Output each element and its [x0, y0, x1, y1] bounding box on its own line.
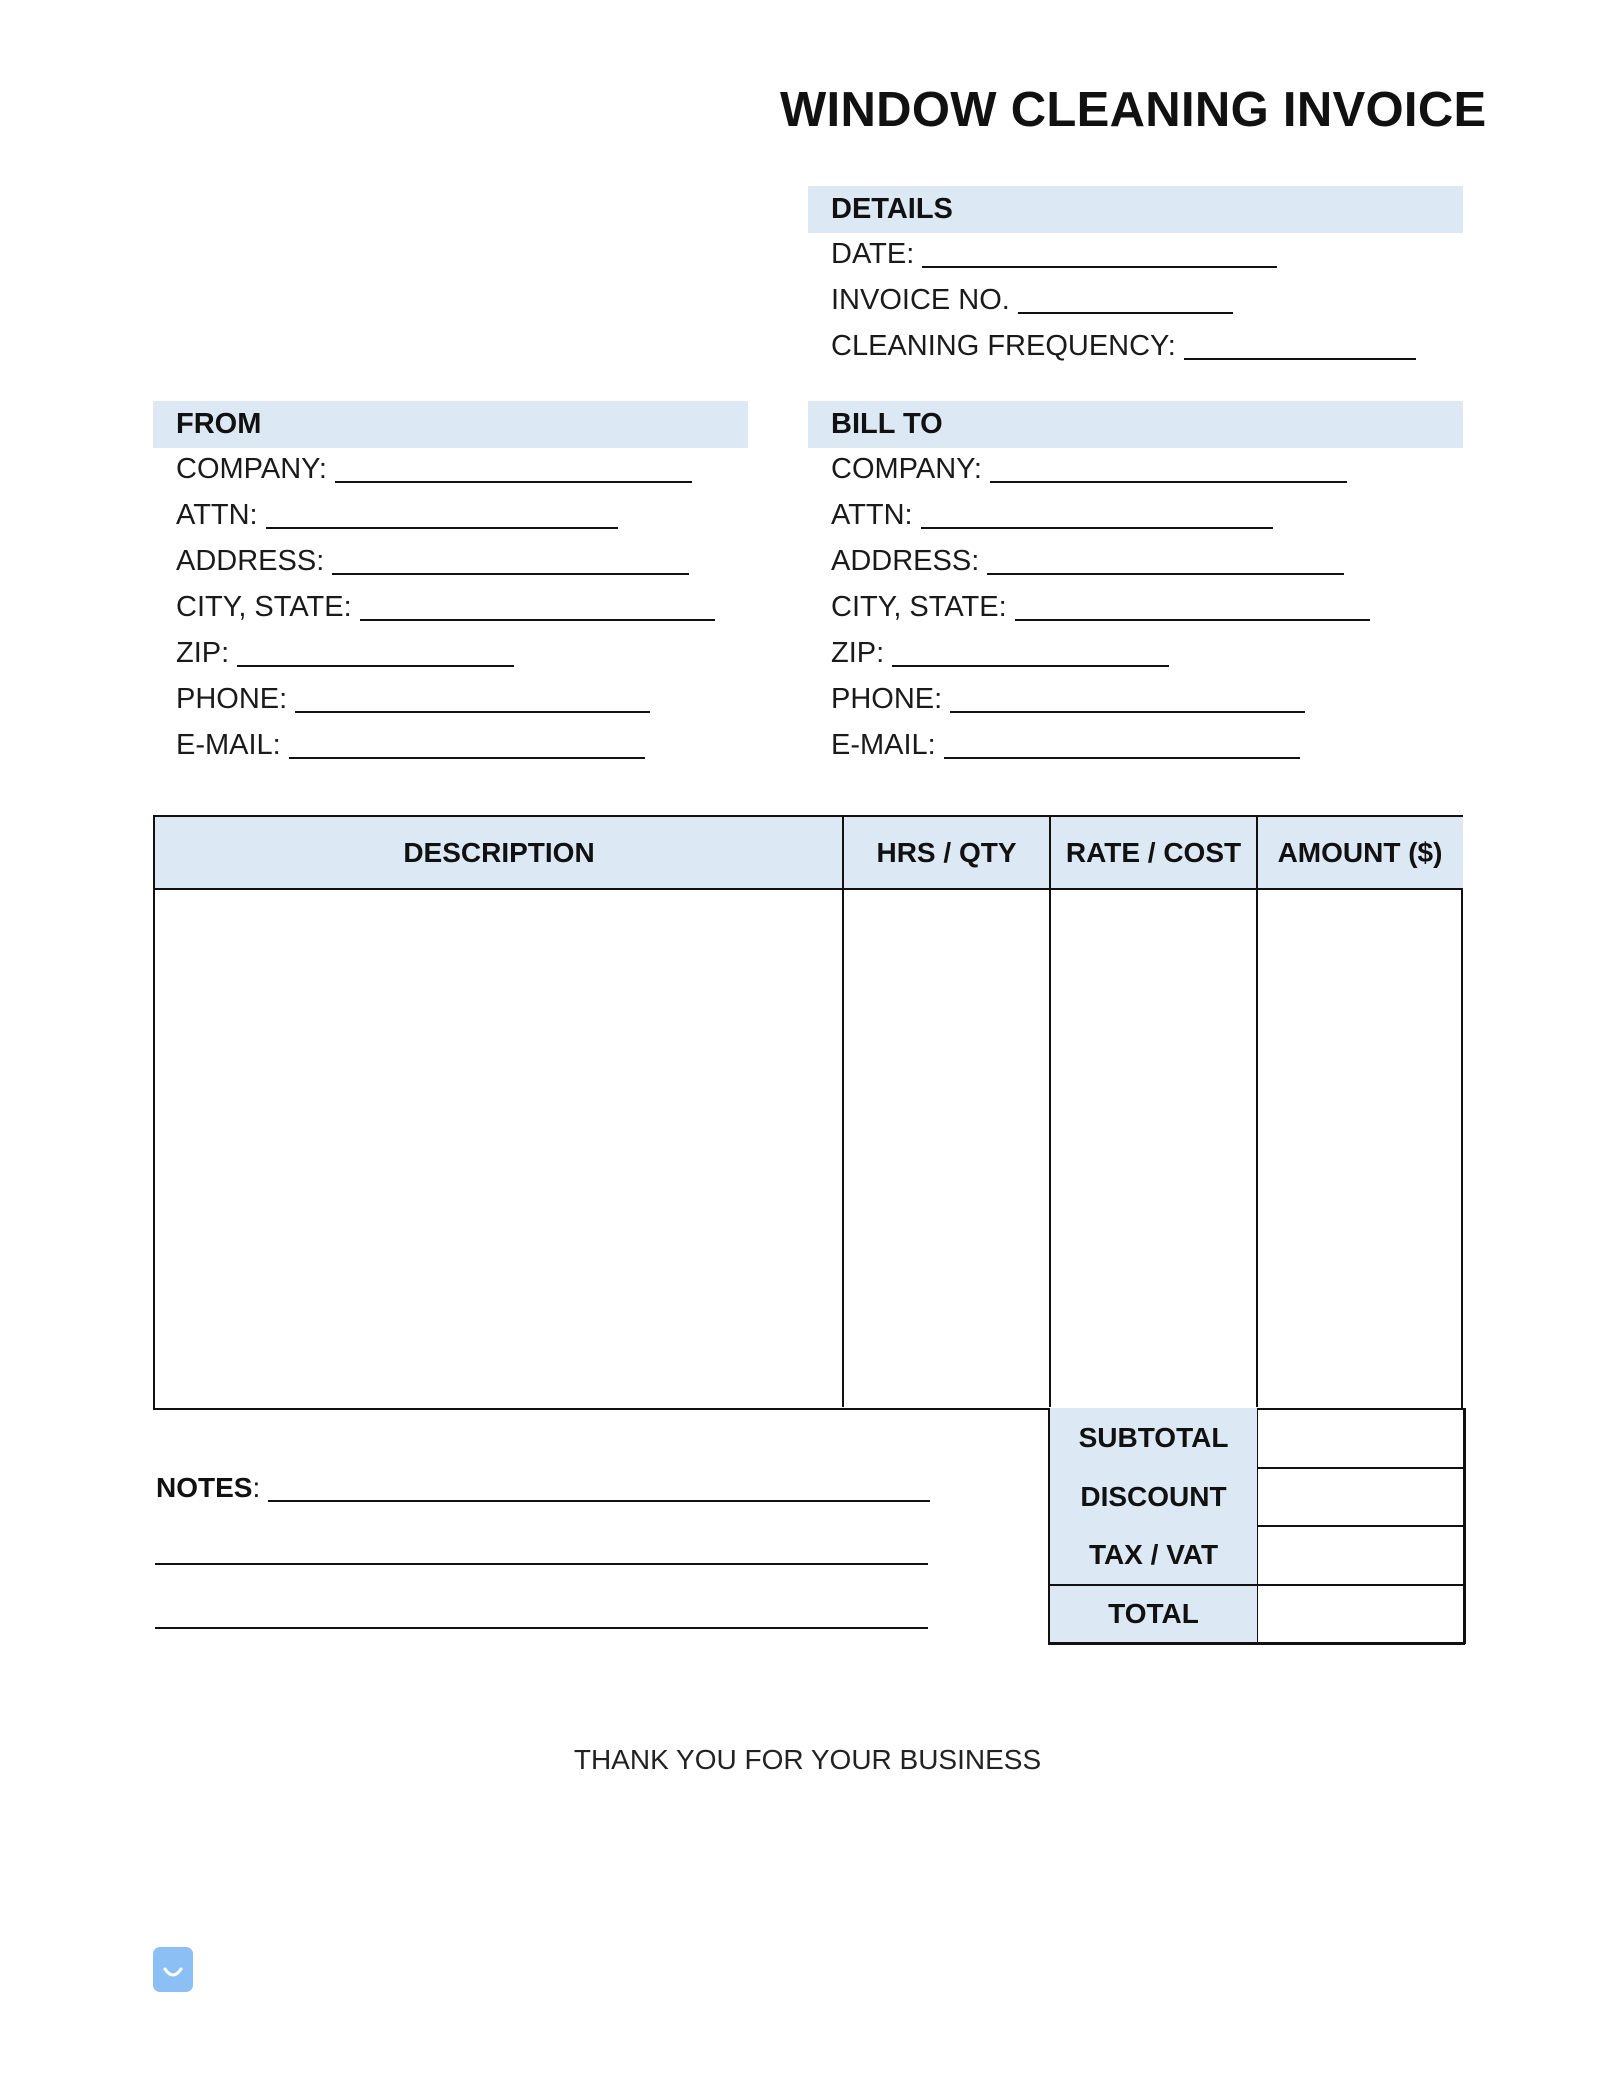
column-header-amount: AMOUNT ($): [1257, 817, 1463, 890]
from-city-state-field[interactable]: [176, 591, 715, 624]
cleaning-frequency-line[interactable]: [1184, 357, 1416, 360]
from-attn-label: ATTN:: [176, 499, 258, 531]
bill-to-attn-line[interactable]: [921, 526, 1273, 529]
rate-cost-cell[interactable]: [1051, 890, 1256, 1407]
description-cell[interactable]: [155, 890, 842, 1407]
column-header-hrs-qty: HRS / QTY: [843, 817, 1050, 890]
tax-vat-label: TAX / VAT: [1088, 1539, 1219, 1570]
discount-value[interactable]: [1257, 1469, 1465, 1526]
cleaning-frequency-field[interactable]: [831, 330, 1416, 363]
column-header-rate-cost: RATE / COST: [1050, 817, 1257, 890]
invoice-title: WINDOW CLEANING INVOICE: [780, 83, 1487, 137]
smile-logo-icon: [153, 1947, 193, 1992]
bill-to-phone-label: PHONE:: [831, 683, 943, 715]
bill-to-phone-field[interactable]: [831, 683, 1305, 716]
amount-cell[interactable]: [1258, 890, 1461, 1407]
from-company-label: COMPANY:: [176, 453, 327, 485]
bill-to-company-field[interactable]: [831, 453, 1347, 486]
from-header: FROM: [153, 401, 748, 448]
details-header: DETAILS: [808, 186, 1463, 233]
notes-line[interactable]: [155, 1563, 928, 1565]
invoice-no-field[interactable]: [831, 284, 1233, 317]
bill-to-company-line[interactable]: [990, 480, 1347, 483]
invoice-no-line[interactable]: [1018, 311, 1233, 314]
from-email-label: E-MAIL:: [176, 729, 281, 761]
hrs-qty-cell[interactable]: [844, 890, 1049, 1407]
from-zip-label: ZIP:: [176, 637, 230, 669]
bill-to-attn-label: ATTN:: [831, 499, 913, 531]
bill-to-email-label: E-MAIL:: [831, 729, 936, 761]
from-address-line[interactable]: [332, 572, 689, 575]
from-zip-field[interactable]: [176, 637, 514, 670]
column-header-description: DESCRIPTION: [155, 817, 843, 890]
bill-to-phone-line[interactable]: [950, 710, 1305, 713]
bill-to-header: BILL TO: [808, 401, 1463, 448]
notes-label: NOTES:: [156, 1472, 261, 1503]
discount-label: DISCOUNT: [1080, 1481, 1227, 1512]
from-company-field[interactable]: [176, 453, 692, 486]
from-address-field[interactable]: [176, 545, 689, 578]
subtotal-label: SUBTOTAL: [1078, 1422, 1229, 1453]
bill-to-city-state-line[interactable]: [1015, 618, 1370, 621]
bill-to-address-field[interactable]: [831, 545, 1344, 578]
bill-to-city-state-field[interactable]: [831, 591, 1370, 624]
from-email-line[interactable]: [289, 756, 645, 759]
line-items-table: [153, 815, 1463, 1410]
bill-to-city-state-label: CITY, STATE:: [831, 591, 1007, 623]
from-email-field[interactable]: [176, 729, 645, 762]
thank-you-message: THANK YOU FOR YOUR BUSINESS: [573, 1744, 1042, 1775]
from-company-line[interactable]: [335, 480, 692, 483]
bill-to-zip-line[interactable]: [892, 664, 1169, 667]
bill-to-attn-field[interactable]: [831, 499, 1273, 532]
date-field[interactable]: [831, 238, 1277, 271]
bill-to-zip-label: ZIP:: [831, 637, 885, 669]
notes-line[interactable]: [268, 1500, 930, 1502]
bill-to-email-line[interactable]: [944, 756, 1300, 759]
bill-to-address-line[interactable]: [987, 572, 1344, 575]
from-city-state-line[interactable]: [360, 618, 715, 621]
from-phone-line[interactable]: [295, 710, 650, 713]
from-address-label: ADDRESS:: [176, 545, 325, 577]
total-value[interactable]: [1257, 1586, 1465, 1642]
from-phone-label: PHONE:: [176, 683, 288, 715]
date-line[interactable]: [922, 265, 1277, 268]
bill-to-company-label: COMPANY:: [831, 453, 982, 485]
invoice-no-label: INVOICE NO.: [831, 284, 1010, 316]
from-attn-line[interactable]: [266, 526, 618, 529]
subtotal-value[interactable]: [1257, 1408, 1465, 1468]
from-attn-field[interactable]: [176, 499, 618, 532]
bill-to-zip-field[interactable]: [831, 637, 1169, 670]
from-zip-line[interactable]: [237, 664, 514, 667]
total-label: TOTAL: [1050, 1586, 1257, 1642]
notes-line[interactable]: [155, 1627, 928, 1629]
bill-to-address-label: ADDRESS:: [831, 545, 980, 577]
bill-to-email-field[interactable]: [831, 729, 1300, 762]
cleaning-frequency-label: CLEANING FREQUENCY:: [831, 330, 1176, 362]
tax-vat-value[interactable]: [1257, 1527, 1465, 1584]
from-phone-field[interactable]: [176, 683, 650, 716]
date-label: DATE:: [831, 238, 915, 270]
from-city-state-label: CITY, STATE:: [176, 591, 352, 623]
